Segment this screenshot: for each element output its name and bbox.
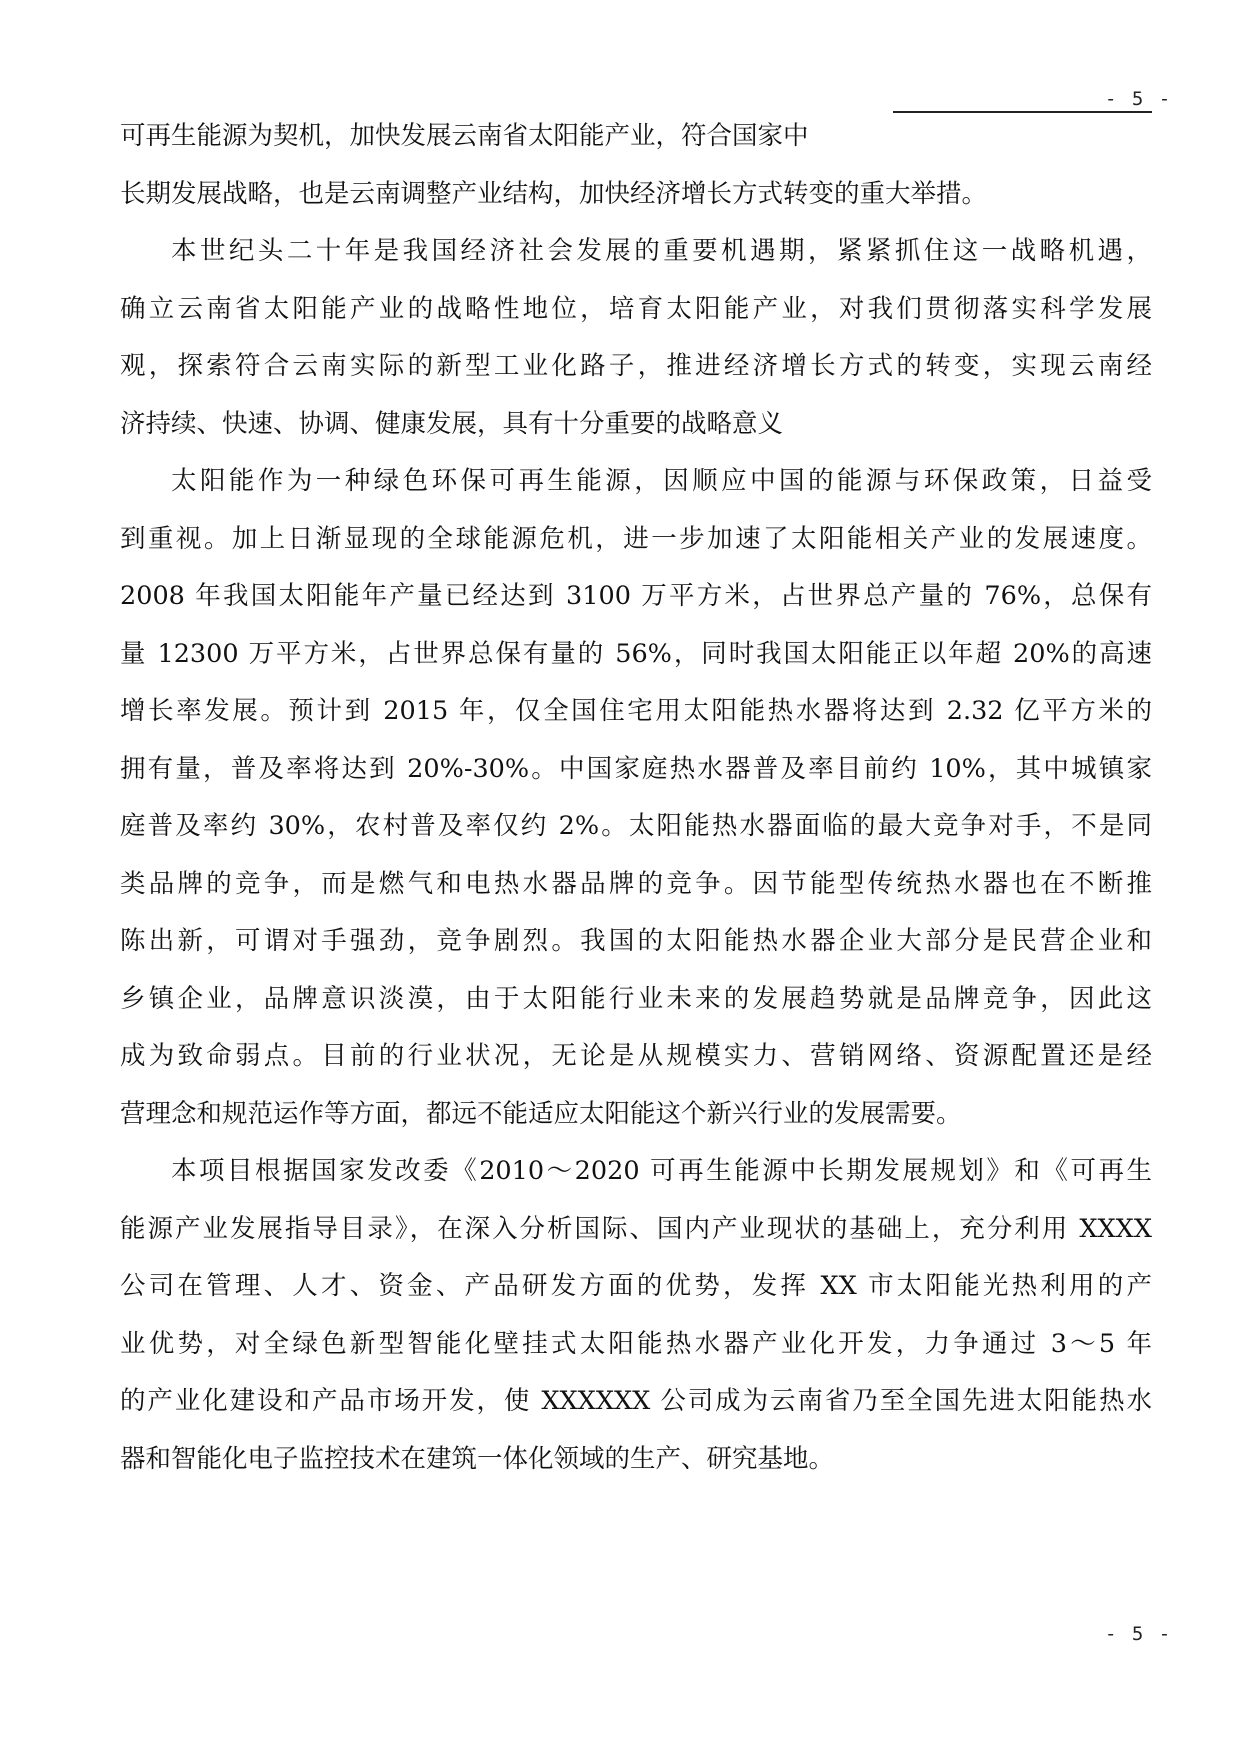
paragraph-line: 观，探索符合云南实际的新型工业化路子，推进经济增长方式的转变，实现云南经 (120, 351, 1152, 381)
paragraph-line: 增长率发展。预计到 2015 年，仅全国住宅用太阳能热水器将达到 2.32 亿平方米的 (120, 696, 1152, 726)
paragraph-line: 器和智能化电子监控技术在建筑一体化领域的生产、研究基地。 (120, 1443, 835, 1474)
paragraph-line: 太阳能作为一种绿色环保可再生能源，因顺应中国的能源与环保政策，日益受 (171, 466, 1152, 496)
paragraph-line: 成为致命弱点。目前的行业状况，无论是从规模实力、营销网络、资源配置还是经 (120, 1041, 1152, 1071)
paragraph-line: 业优势，对全绿色新型智能化壁挂式太阳能热水器产业化开发，力争通过 3～5 年 (120, 1328, 1152, 1359)
paragraph-line: 本世纪头二十年是我国经济社会发展的重要机遇期，紧紧抓住这一战略机遇， (171, 236, 1152, 266)
header-page-number: - 5 - (1105, 88, 1173, 110)
document-body (120, 108, 1152, 1488)
paragraph-line: 乡镇企业，品牌意识淡漠，由于太阳能行业未来的发展趋势就是品牌竞争，因此这 (120, 983, 1152, 1014)
paragraph-line: 公司在管理、人才、资金、产品研发方面的优势，发挥 XX 市太阳能光热利用的产 (120, 1271, 1152, 1301)
paragraph-line: 到重视。加上日渐显现的全球能源危机，进一步加速了太阳能相关产业的发展速度。 (120, 523, 1152, 554)
paragraph-line: 的产业化建设和产品市场开发，使 XXXXXX 公司成为云南省乃至全国先进太阳能热水 (120, 1386, 1152, 1416)
footer-page-number: - 5 - (1105, 1623, 1173, 1645)
paragraph-line: 拥有量，普及率将达到 20%-30%。中国家庭热水器普及率目前约 10%，其中城镇家 (120, 753, 1152, 784)
paragraph-line: 长期发展战略，也是云南调整产业结构，加快经济增长方式转变的重大举措。 (120, 178, 988, 209)
paragraph-line: 营理念和规范运作等方面，都远不能适应太阳能这个新兴行业的发展需要。 (120, 1098, 962, 1129)
paragraph-line: 能源产业发展指导目录》，在深入分析国际、国内产业现状的基础上，充分利用 XXXX (120, 1213, 1152, 1244)
paragraph-line: 本项目根据国家发改委《2010～2020 可再生能源中长期发展规划》和《可再生 (171, 1156, 1152, 1186)
paragraph-line: 确立云南省太阳能产业的战略性地位，培育太阳能产业，对我们贯彻落实科学发展 (120, 293, 1152, 324)
paragraph-line: 可再生能源为契机，加快发展云南省太阳能产业，符合国家中 (120, 121, 809, 151)
paragraph-line: 济持续、快速、协调、健康发展，具有十分重要的战略意义 (120, 408, 784, 439)
paragraph-line: 量 12300 万平方米，占世界总保有量的 56%，同时我国太阳能正以年超 20%的高速 (120, 638, 1152, 669)
paragraph-line: 类品牌的竞争，而是燃气和电热水器品牌的竞争。因节能型传统热水器也在不断推 (120, 868, 1152, 899)
paragraph-line: 庭普及率约 30%，农村普及率仅约 2%。太阳能热水器面临的最大竞争对手，不是同 (120, 811, 1152, 841)
paragraph-line: 2008 年我国太阳能年产量已经达到 3100 万平方米，占世界总产量的 76%，总保有 (120, 581, 1152, 611)
paragraph-line: 陈出新，可谓对手强劲，竞争剧烈。我国的太阳能热水器企业大部分是民营企业和 (120, 926, 1152, 956)
